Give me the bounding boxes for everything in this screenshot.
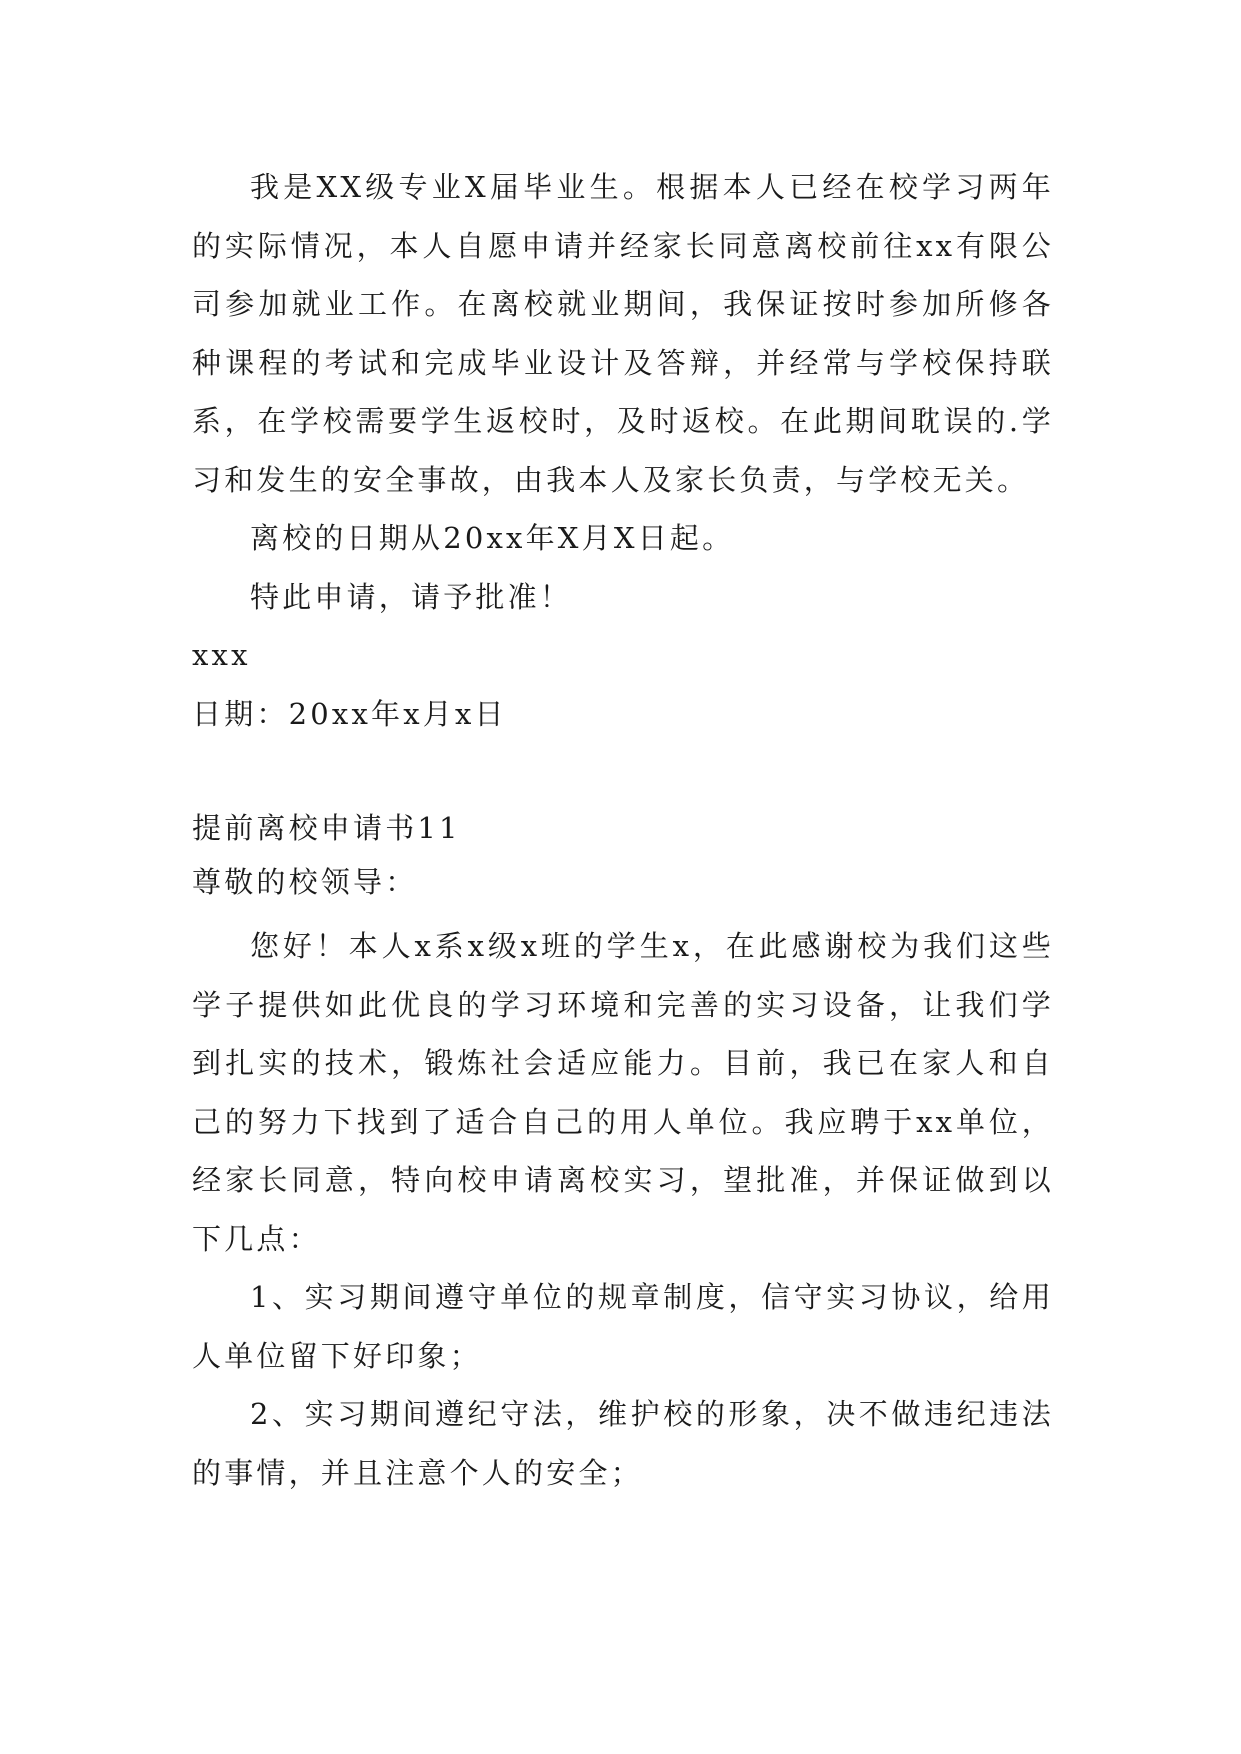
letter2-salutation: 尊敬的校领导： <box>192 865 418 899</box>
letter2-point-2: 2、实习期间遵纪守法，维护校的形象，决不做违纪违法的事情，并且注意个人的安全； <box>192 1397 1054 1490</box>
letter2-title: 提前离校申请书11 <box>192 811 461 845</box>
document-content <box>192 158 1054 1502</box>
letter1-date: 日期：20xx年x月x日 <box>192 696 507 731</box>
letter2-body-paragraph: 您好！本人x系x级x班的学生x，在此感谢校为我们这些学子提供如此优良的学习环境和完善的实习设备，让我们学到扎实的技术，锻炼社会适应能力。目前，我已在家人和自己的努力下找到了适合自己的用人单位。我应聘于xx单位，经家长同意，特向校申请离校实习，望批准，并保证做到以下几点： <box>192 929 1054 1256</box>
salutation-gap <box>192 909 1054 917</box>
letter1-request: 特此申请，请予批准！ <box>250 579 573 614</box>
letter1-signature: xxx <box>192 638 251 672</box>
section-gap <box>192 743 1054 801</box>
letter2-point-1: 1、实习期间遵守单位的规章制度，信守实习协议，给用人单位留下好印象； <box>192 1280 1054 1373</box>
letter1-leave-date: 离校的日期从20xx年X月X日起。 <box>250 521 735 555</box>
letter1-body-paragraph: 我是XX级专业X届毕业生。根据本人已经在校学习两年的实际情况，本人自愿申请并经家长同意离校前往xx有限公司参加就业工作。在离校就业期间，我保证按时参加所修各种课程的考试和完成毕业设计及答辩，并经常与学校保持联系，在学校需要学生返校时，及时返校。在此期间耽误的.学习和发生的安全事故，由我本人及家长负责，与学校无关。 <box>192 170 1054 497</box>
